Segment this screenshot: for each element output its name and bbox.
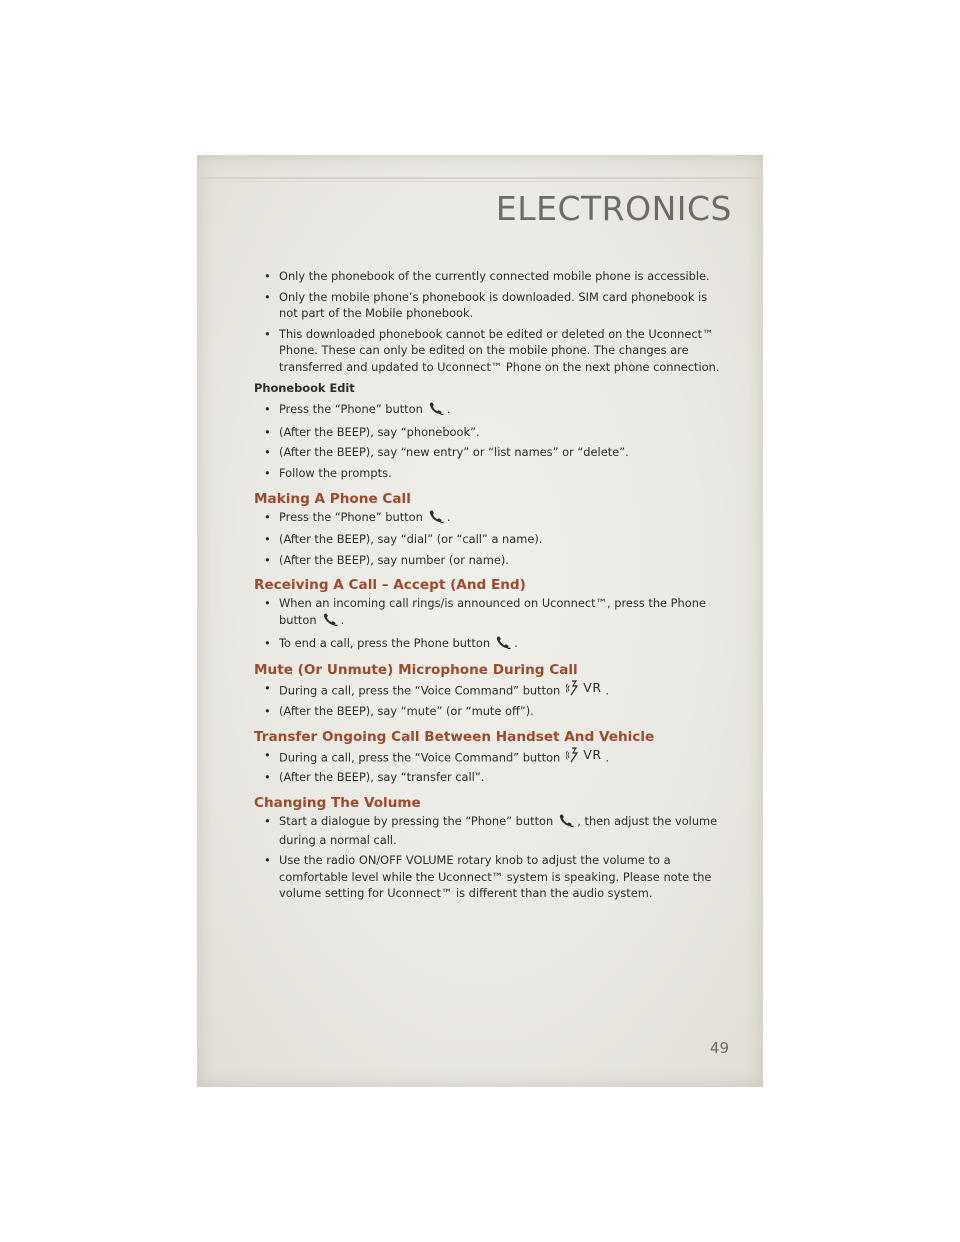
- page-content: [254, 268, 724, 906]
- list-item: • (After the BEEP), say “mute” (or “mute off”).: [264, 703, 534, 718]
- phone-icon: [559, 814, 574, 832]
- mute-heading: Mute (Or Unmute) Microphone During Call: [254, 662, 578, 679]
- list-item: • Follow the prompts.: [264, 465, 392, 480]
- list-item: • During a call, press the “Voice Command” button VR .: [264, 680, 610, 698]
- mute-list: [254, 680, 724, 719]
- phonebook-edit-heading: Phonebook Edit: [254, 380, 355, 395]
- list-item: • (After the BEEP), say “new entry” or “list names” or “delete”.: [264, 445, 629, 460]
- phone-icon: [323, 613, 338, 631]
- volume-heading: Changing The Volume: [254, 795, 421, 812]
- volume-list: [254, 813, 724, 902]
- list-item: • During a call, press the “Voice Command” button VR .: [264, 746, 610, 764]
- list-item: • When an incoming call rings/is announced on Uconnect™, press the Phone button .: [279, 595, 724, 630]
- phone-icon: [429, 402, 444, 420]
- receiving-call-list: [254, 595, 724, 653]
- list-item: • Use the radio ON/OFF VOLUME rotary knob to adjust the volume to a comfortable level while the Uconnect™ system is speaking. Please note the volume setting for Uconnect™ is different than the audio system.: [264, 853, 712, 901]
- list-item: • Only the mobile phone’s phonebook is downloaded. SIM card phonebook is not part of the Mobile phonebook.: [264, 289, 708, 321]
- header-rule: [197, 177, 763, 179]
- transfer-list: [254, 747, 724, 786]
- list-item: • Press the “Phone” button .: [279, 509, 724, 528]
- manual-page: [197, 155, 763, 1087]
- phone-icon: [429, 510, 444, 528]
- phone-icon: [496, 636, 511, 654]
- list-item: • Press the “Phone” button .: [279, 401, 724, 420]
- list-item: • Start a dialogue by pressing the “Phone” button , then adjust the volume during a normal call.: [264, 814, 718, 847]
- intro-bullet-list: [254, 268, 724, 376]
- voice-command-icon: VR: [566, 747, 601, 764]
- receiving-call-heading: Receiving A Call – Accept (And End): [254, 577, 526, 594]
- page-number: 49: [709, 1039, 729, 1057]
- section-title: ELECTRONICS: [495, 189, 732, 228]
- making-call-list: [254, 509, 724, 569]
- list-item: • (After the BEEP), say “dial” (or “call” a name).: [264, 532, 543, 547]
- list-item: • Only the phonebook of the currently connected mobile phone is accessible.: [264, 269, 710, 283]
- voice-command-icon: VR: [566, 680, 601, 697]
- phonebook-edit-list: [254, 401, 724, 481]
- list-item: • This downloaded phonebook cannot be edited or deleted on the Uconnect™ Phone. These can only be edited on the mobile phone. The changes are transferred and updated to Uconnect™ Phone on the next phone connection.: [264, 326, 720, 374]
- making-call-heading: Making A Phone Call: [254, 490, 411, 507]
- list-item: • (After the BEEP), say “transfer call”.: [264, 770, 485, 785]
- list-item: • To end a call, press the Phone button .: [279, 635, 724, 654]
- list-item: • (After the BEEP), say number (or name).: [264, 552, 509, 567]
- transfer-heading: Transfer Ongoing Call Between Handset And Vehicle: [254, 728, 655, 745]
- header-rule-thin: [197, 181, 763, 182]
- list-item: • (After the BEEP), say “phonebook”.: [264, 424, 480, 439]
